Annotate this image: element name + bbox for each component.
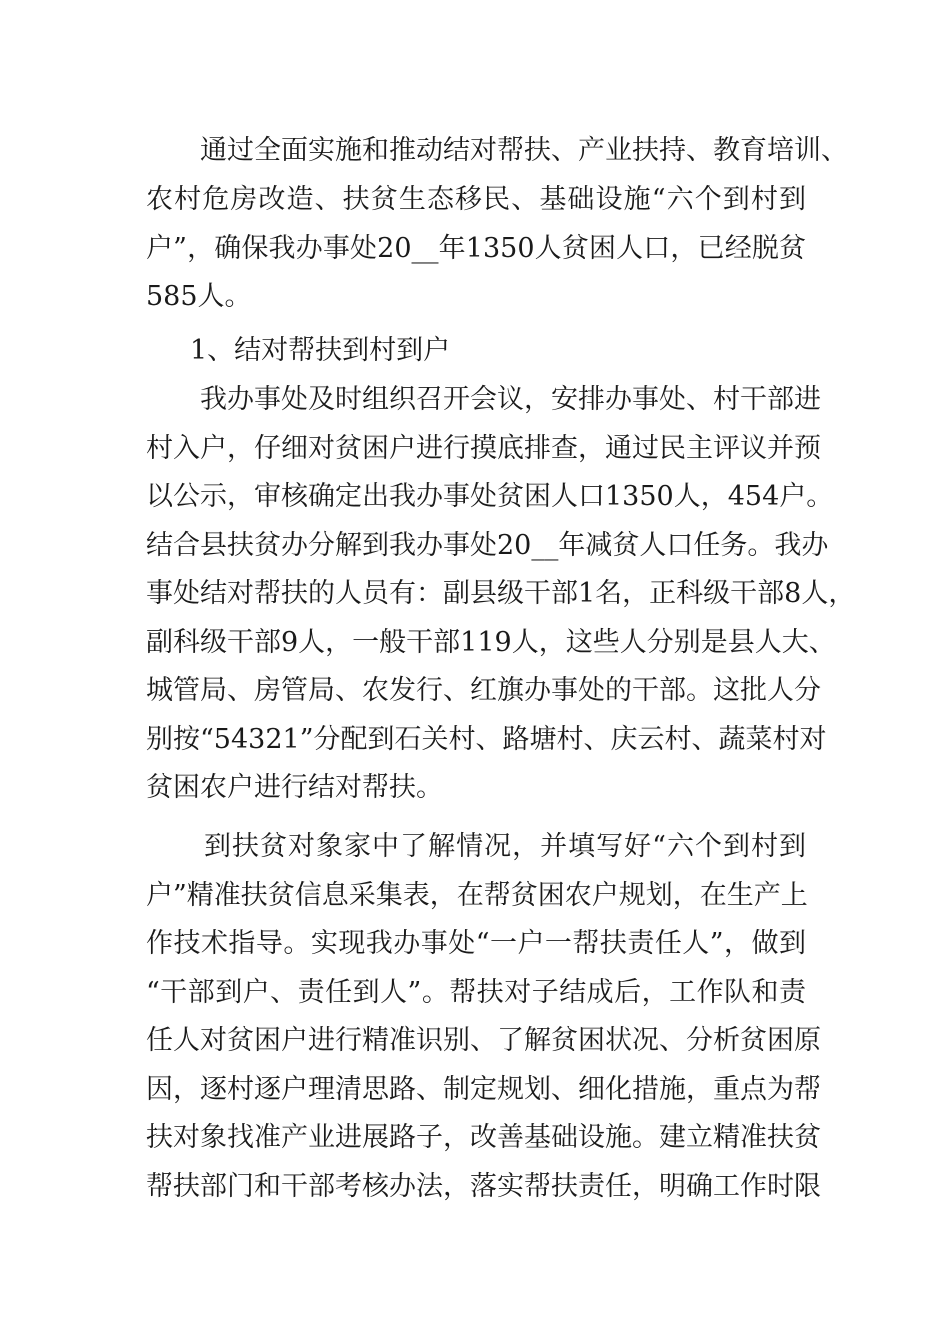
paragraph-3-line-8: 帮扶部门和干部考核办法，落实帮扶责任，明确工作时限: [146, 1171, 821, 1202]
paragraph-1-line-3: 户”，确保我办事处20__年1350人贫困人口，已经脱贫: [146, 233, 806, 264]
paragraph-2-line-2: 村入户，仔细对贫困户进行摸底排查，通过民主评议并预: [146, 433, 821, 464]
paragraph-1-line-2: 农村危房改造、扶贫生态移民、基础设施“六个到村到: [146, 184, 806, 215]
paragraph-2-line-4: 结合县扶贫办分解到我办事处20__年减贫人口任务。我办: [146, 530, 829, 561]
paragraph-3-line-7: 扶对象找准产业进展路子，改善基础设施。建立精准扶贫: [146, 1122, 821, 1153]
paragraph-3-line-6: 因，逐村逐户理清思路、制定规划、细化措施，重点为帮: [146, 1074, 821, 1105]
paragraph-1-line-1: 通过全面实施和推动结对帮扶、产业扶持、教育培训、: [200, 135, 848, 166]
paragraph-3-line-3: 作技术指导。实现我办事处“一户一帮扶责任人”，做到: [146, 928, 806, 959]
paragraph-2-line-6: 副科级干部9人，一般干部119人，这些人分别是县人大、: [146, 627, 836, 658]
paragraph-2-line-9: 贫困农户进行结对帮扶。: [146, 772, 443, 803]
paragraph-1-line-4: 585人。: [146, 281, 252, 312]
paragraph-3-line-4: “干部到户、责任到人”。帮扶对子结成后，工作队和责: [146, 977, 806, 1008]
paragraph-3-line-1: 到扶贫对象家中了解情况，并填写好“六个到村到: [204, 831, 806, 862]
section-heading: 1、结对帮扶到村到户: [190, 335, 451, 366]
paragraph-2-line-1: 我办事处及时组织召开会议，安排办事处、村干部进: [200, 384, 821, 415]
paragraph-2-line-5: 事处结对帮扶的人员有：副县级干部1名，正科级干部8人，: [146, 578, 856, 609]
paragraph-2-line-3: 以公示，审核确定出我办事处贫困人口1350人，454户。: [146, 481, 834, 512]
paragraph-3-line-2: 户”精准扶贫信息采集表，在帮贫困农户规划，在生产上: [146, 880, 808, 911]
paragraph-2-line-7: 城管局、房管局、农发行、红旗办事处的干部。这批人分: [146, 675, 821, 706]
paragraph-2-line-8: 别按“54321”分配到石关村、路塘村、庆云村、蔬菜村对: [146, 724, 827, 755]
paragraph-3-line-5: 任人对贫困户进行精准识别、了解贫困状况、分析贫困原: [146, 1025, 821, 1056]
